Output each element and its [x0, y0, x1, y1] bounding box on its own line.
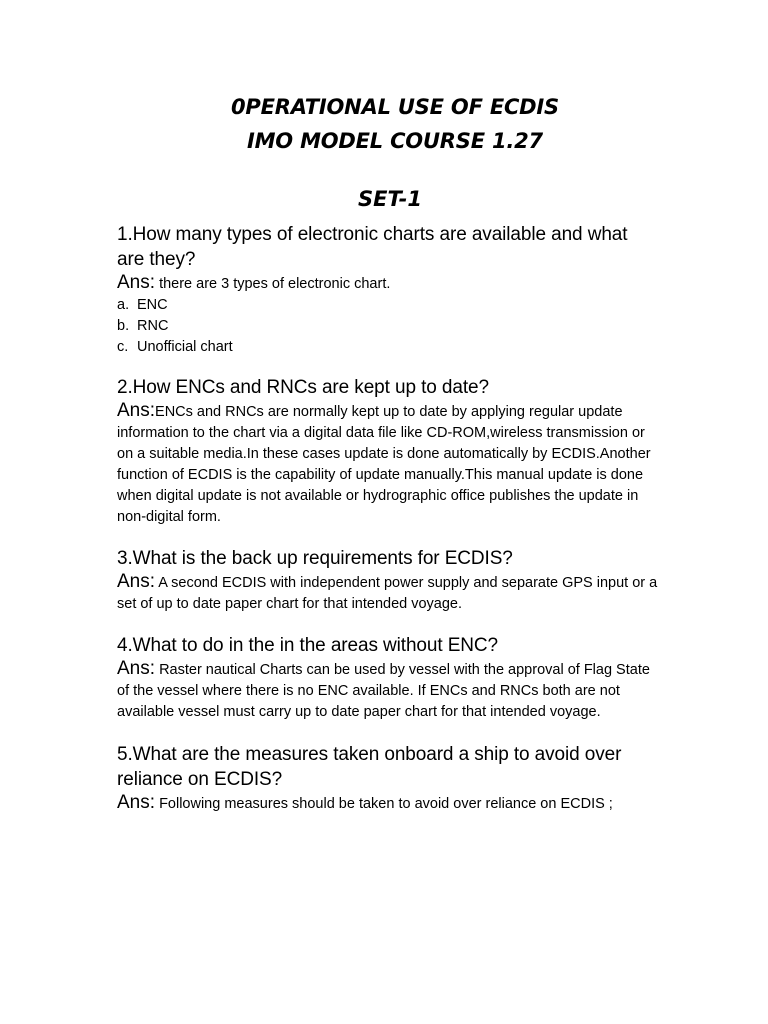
- answer-2-text: ENCs and RNCs are normally kept up to date by applying regular update information to the chart via a digital data file like CD-ROM,wireless transmission or on a suitable media.In these cases update is done automatically by ECDIS.Another function of ECDIS is the capability of update manually.This manual update is done when digital update is not available or hydrographic office publishes the update in non-digital form.: [117, 404, 651, 525]
- qa-block-3: [117, 546, 658, 615]
- list-item: [117, 316, 658, 337]
- list-marker: c.: [117, 339, 129, 355]
- answer-2: [117, 400, 658, 528]
- answer-3-text: A second ECDIS with independent power supply and separate GPS input or a set of up to date paper chart for that intended voyage.: [117, 575, 658, 612]
- list-marker: b.: [117, 318, 130, 334]
- answer-3: [117, 571, 658, 615]
- question-4: 4.What to do in the in the areas without ENC?: [117, 635, 498, 656]
- list-marker: a.: [117, 297, 130, 313]
- question-5: 5.What are the measures taken onboard a ship to avoid over reliance on ECDIS?: [117, 744, 622, 790]
- answer-4-text: Raster nautical Charts can be used by vessel with the approval of Flag State of the vessel where there is no ENC available. If ENCs and RNCs both are not available vessel must carry up to date paper chart for that intended voyage.: [117, 662, 650, 720]
- qa-block-4: [117, 633, 658, 723]
- answer-label: Ans:: [117, 571, 156, 592]
- answer-4: [117, 658, 658, 723]
- qa-block-2: [117, 375, 658, 528]
- question-3: 3.What is the back up requirements for ECDIS?: [117, 548, 513, 569]
- question-1: 1.How many types of electronic charts are available and what are they?: [117, 224, 628, 270]
- list-item-text: RNC: [137, 318, 169, 334]
- answer-label: Ans:: [117, 792, 156, 813]
- answer-label: Ans:: [117, 658, 156, 679]
- answer-label: Ans:: [117, 272, 156, 293]
- list-item: [117, 295, 658, 316]
- list-item: [117, 337, 658, 358]
- answer-1: [117, 272, 658, 295]
- document-title-line-2: IMO MODEL COURSE 1.27: [247, 129, 543, 153]
- answer-1-text: there are 3 types of electronic chart.: [159, 276, 391, 292]
- qa-block-1: [117, 222, 658, 358]
- list-item-text: ENC: [137, 297, 168, 313]
- list-item-text: Unofficial chart: [137, 339, 233, 355]
- answer-5: [117, 792, 658, 815]
- qa-block-5: [117, 742, 658, 815]
- document-title-line-1: 0PERATIONAL USE OF ECDIS: [231, 95, 559, 119]
- answer-5-text: Following measures should be taken to avoid over reliance on ECDIS ;: [159, 796, 613, 812]
- answer-label: Ans:: [117, 400, 156, 421]
- question-2: 2.How ENCs and RNCs are kept up to date?: [117, 377, 489, 398]
- answer-1-options: [117, 295, 658, 358]
- set-heading: SET-1: [357, 187, 423, 211]
